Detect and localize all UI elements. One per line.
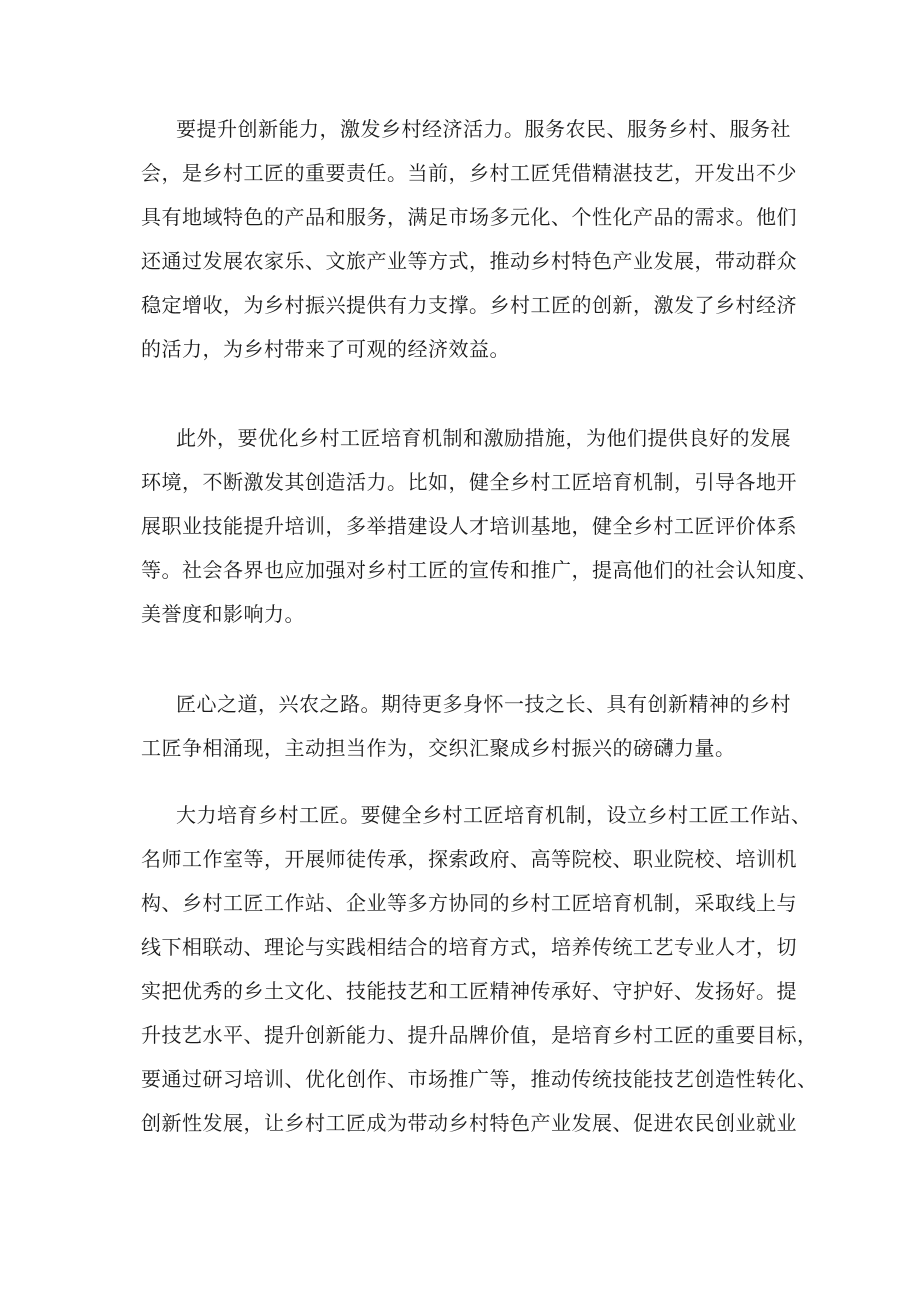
paragraph-line: 要提升创新能力，激发乡村经济活力。服务农民、服务乡村、服务社: [176, 117, 791, 141]
paragraph-line: 具有地域特色的产品和服务，满足市场多元化、个性化产品的需求。他们: [141, 205, 797, 229]
paragraph-line: 等。社会各界也应加强对乡村工匠的宣传和推广，提高他们的社会认知度、: [141, 558, 818, 582]
paragraph-line: 此外，要优化乡村工匠培育机制和激励措施，为他们提供良好的发展: [176, 426, 791, 450]
paragraph-line: 的活力，为乡村带来了可观的经济效益。: [141, 337, 510, 361]
paragraph-3: [141, 690, 801, 770]
paragraph-line: 稳定增收，为乡村振兴提供有力支撑。乡村工匠的创新，激发了乡村经济: [141, 293, 797, 317]
paragraph-line: 要通过研习培训、优化创作、市场推广等，推动传统技能技艺创造性转化、: [141, 1067, 818, 1091]
paragraph-2: [141, 424, 818, 664]
paragraph-line: 还通过发展农家乐、文旅产业等方式，推动乡村特色产业发展，带动群众: [141, 249, 797, 273]
paragraph-line: 展职业技能提升培训，多举措建设人才培训基地，健全乡村工匠评价体系: [141, 514, 797, 538]
paragraph-line: 线下相联动、理论与实践相结合的培育方式，培养传统工艺专业人才，切: [141, 935, 797, 959]
paragraph-line: 名师工作室等，开展师徒传承，探索政府、高等院校、职业院校、培训机: [141, 847, 797, 871]
paragraph-line: 升技艺水平、提升创新能力、提升品牌价值，是培育乡村工匠的重要目标，: [141, 1023, 818, 1047]
paragraph-line: 会，是乡村工匠的重要责任。当前，乡村工匠凭借精湛技艺，开发出不少: [141, 161, 797, 185]
paragraph-1: [141, 115, 801, 395]
paragraph-4: [141, 801, 818, 1161]
paragraph-line: 匠心之道，兴农之路。期待更多身怀一技之长、具有创新精神的乡村: [176, 692, 791, 716]
paragraph-line: 创新性发展，让乡村工匠成为带动乡村特色产业发展、促进农民创业就业: [141, 1111, 797, 1135]
paragraph-line: 大力培育乡村工匠。要健全乡村工匠培育机制，设立乡村工匠工作站、: [176, 803, 812, 827]
paragraph-line: 工匠争相涌现，主动担当作为，交织汇聚成乡村振兴的磅礴力量。: [141, 736, 736, 760]
paragraph-line: 美誉度和影响力。: [141, 602, 305, 626]
paragraph-line: 实把优秀的乡土文化、技能技艺和工匠精神传承好、守护好、发扬好。提: [141, 979, 797, 1003]
paragraph-line: 环境，不断激发其创造活力。比如，健全乡村工匠培育机制，引导各地开: [141, 470, 797, 494]
paragraph-line: 构、乡村工匠工作站、企业等多方协同的乡村工匠培育机制，采取线上与: [141, 891, 797, 915]
